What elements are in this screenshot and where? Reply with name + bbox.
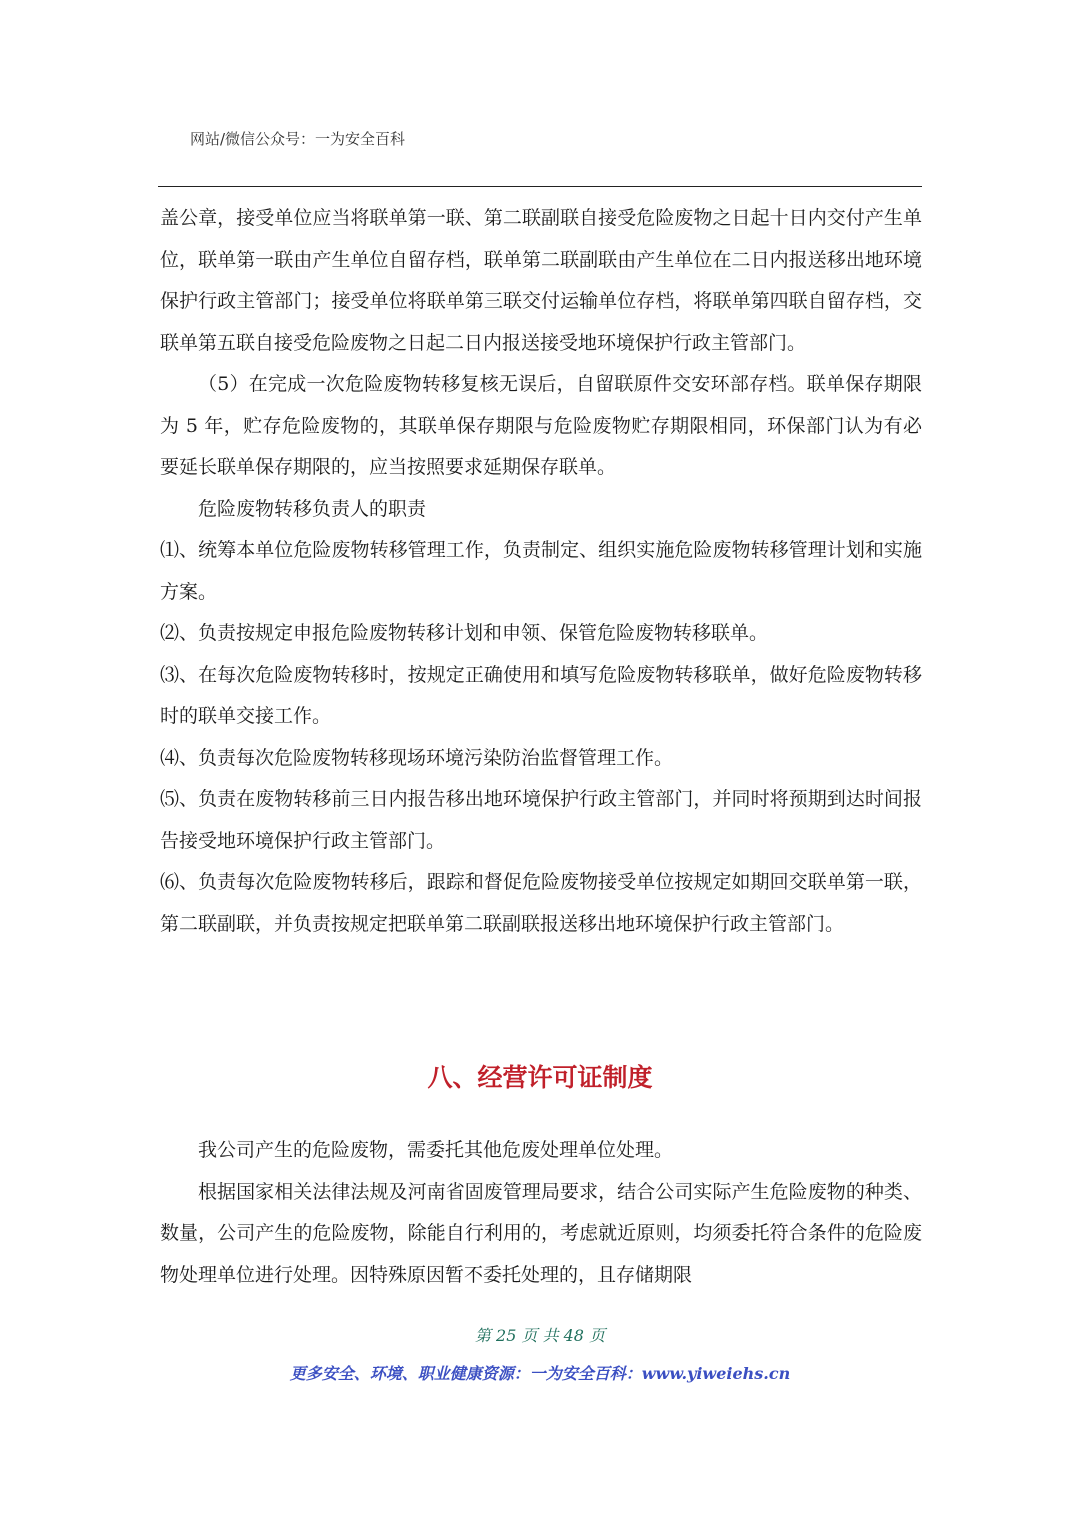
- duty-item: [160, 655, 922, 738]
- document-body: [160, 198, 922, 945]
- duty-text: 在每次危险废物转移时，按规定正确使用和填写危险废物转移联单，做好危险废物转移时的联单交接工作。: [160, 663, 922, 727]
- page-number: 第 25 页 共 48 页: [474, 1326, 606, 1345]
- page-header: 网站/微信公众号：一为安全百科: [190, 130, 406, 148]
- duty-number: ⑴、: [160, 539, 199, 561]
- duty-number: ⑹、: [160, 871, 199, 893]
- duty-item: [160, 738, 922, 780]
- duty-item: [160, 779, 922, 862]
- duty-text: 负责在废物转移前三日内报告移出地环境保护行政主管部门，并同时将预期到达时间报告接受地环境保护行政主管部门。: [160, 788, 922, 852]
- duty-number: ⑵、: [160, 622, 199, 644]
- duty-number: ⑸、: [160, 788, 199, 810]
- paragraph: 危险废物转移负责人的职责: [198, 497, 427, 520]
- duty-text: 统筹本单位危险废物转移管理工作，负责制定、组织实施危险废物转移管理计划和实施方案。: [160, 539, 922, 603]
- paragraph: 根据国家相关法律法规及河南省固废管理局要求，结合公司实际产生危险废物的种类、数量，公司产生的危险废物，除能自行利用的，考虑就近原则，均须委托符合条件的危险废物处理单位进行处理。因特殊原因暂不委托处理的，且存储期限: [160, 1180, 922, 1286]
- duty-item: [160, 862, 922, 945]
- duty-number: ⑷、: [160, 746, 199, 769]
- paragraph: 盖公章，接受单位应当将联单第一联、第二联副联自接受危险废物之日起十日内交付产生单位，联单第一联由产生单位自留存档，联单第二联副联由产生单位在二日内报送移出地环境保护行政主管部门；接受单位将联单第三联交付运输单位存档，将联单第四联自留存档，交联单第五联自接受危险废物之日起二日内报送接受地环境保护行政主管部门。: [160, 207, 922, 354]
- paragraph: （5）在完成一次危险废物转移复核无误后，自留联原件交安环部存档。联单保存期限为 5 年，贮存危险废物的，其联单保存期限与危险废物贮存期限相同，环保部门认为有必要延长联单保存期限的，应当按照要求延期保存联单。: [160, 373, 922, 478]
- duty-item: [160, 613, 922, 655]
- header-divider: [158, 186, 922, 187]
- duty-number: ⑶、: [160, 663, 199, 686]
- duty-item: [160, 530, 922, 613]
- section-body: [160, 1130, 922, 1296]
- duty-text: 负责每次危险废物转移后，跟踪和督促危险废物接受单位按规定如期回交联单第一联，第二联副联，并负责按规定把联单第二联副联报送移出地环境保护行政主管部门。: [160, 871, 922, 935]
- paragraph: 我公司产生的危险废物，需委托其他危废处理单位处理。: [198, 1139, 674, 1161]
- duty-text: 负责按规定申报危险废物转移计划和申领、保管危险废物转移联单。: [198, 622, 769, 644]
- section-heading: 八、经营许可证制度: [427, 1063, 653, 1092]
- footer-website: 更多安全、环境、职业健康资源：一为安全百科：www.yiweiehs.cn: [289, 1364, 791, 1383]
- duty-text: 负责每次危险废物转移现场环境污染防治监督管理工作。: [198, 746, 674, 769]
